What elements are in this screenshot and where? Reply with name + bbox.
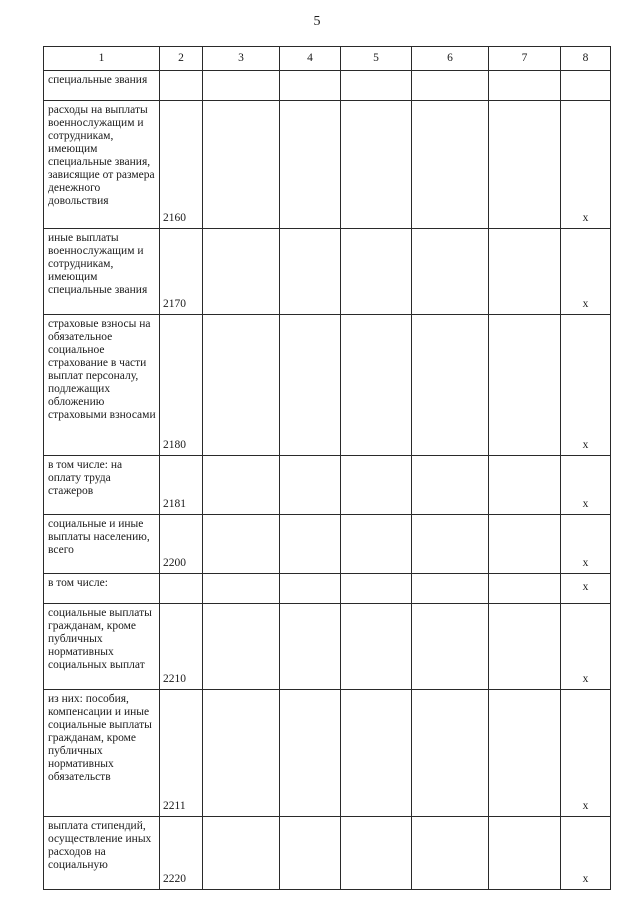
row-label: социальные и иные выплаты населению, всего	[44, 515, 160, 574]
column-number: 7	[489, 47, 561, 71]
row-mark: x	[561, 690, 611, 817]
column-number: 5	[341, 47, 412, 71]
row-label: в том числе: на оплату труда стажеров	[44, 456, 160, 515]
table-cell	[412, 456, 489, 515]
column-number: 1	[44, 47, 160, 71]
table-row	[44, 690, 611, 817]
column-number: 4	[280, 47, 341, 71]
row-mark	[561, 71, 611, 101]
table-cell	[489, 315, 561, 456]
row-label: в том числе:	[44, 574, 160, 604]
table-row	[44, 101, 611, 229]
table-cell	[341, 456, 412, 515]
table-cell	[280, 515, 341, 574]
row-code: 2210	[160, 604, 203, 690]
row-code: 2170	[160, 229, 203, 315]
table-cell	[412, 574, 489, 604]
table-cell	[412, 101, 489, 229]
table-cell	[489, 817, 561, 890]
table-cell	[280, 817, 341, 890]
table-cell	[412, 604, 489, 690]
row-mark: x	[561, 456, 611, 515]
table-cell	[341, 690, 412, 817]
table-cell	[412, 515, 489, 574]
table-cell	[341, 101, 412, 229]
table-cell	[341, 229, 412, 315]
table-row	[44, 456, 611, 515]
row-label: из них: пособия, компенсации и иные социальные выплаты гражданам, кроме публичных нормативных обязательств	[44, 690, 160, 817]
column-number: 2	[160, 47, 203, 71]
table-cell	[280, 574, 341, 604]
table-row	[44, 574, 611, 604]
table-cell	[280, 229, 341, 315]
table-cell	[203, 574, 280, 604]
column-number: 6	[412, 47, 489, 71]
table-cell	[280, 101, 341, 229]
table-row	[44, 817, 611, 890]
column-number: 8	[561, 47, 611, 71]
table-cell	[280, 71, 341, 101]
page-number: 5	[313, 14, 321, 29]
table-cell	[489, 574, 561, 604]
table-cell	[203, 71, 280, 101]
row-code	[160, 71, 203, 101]
row-mark: x	[561, 515, 611, 574]
table-cell	[412, 690, 489, 817]
row-code: 2200	[160, 515, 203, 574]
table-cell	[280, 456, 341, 515]
table-row	[44, 229, 611, 315]
table-cell	[203, 315, 280, 456]
row-code: 2181	[160, 456, 203, 515]
table-cell	[280, 690, 341, 817]
row-label: социальные выплаты гражданам, кроме публичных нормативных социальных выплат	[44, 604, 160, 690]
row-mark: x	[561, 101, 611, 229]
row-label: расходы на выплаты военнослужащим и сотрудникам, имеющим специальные звания, зависящие от размера денежного довольствия	[44, 101, 160, 229]
row-code: 2180	[160, 315, 203, 456]
table-cell	[489, 101, 561, 229]
column-number-row	[44, 47, 611, 71]
table-cell	[203, 604, 280, 690]
table-cell	[489, 71, 561, 101]
row-code: 2220	[160, 817, 203, 890]
table-cell	[203, 515, 280, 574]
table-cell	[280, 604, 341, 690]
row-code: 2160	[160, 101, 203, 229]
table-cell	[489, 456, 561, 515]
row-mark: x	[561, 817, 611, 890]
table-cell	[489, 690, 561, 817]
table-cell	[203, 229, 280, 315]
table-cell	[412, 71, 489, 101]
table-cell	[203, 101, 280, 229]
table-cell	[412, 229, 489, 315]
table-cell	[341, 71, 412, 101]
table-cell	[341, 515, 412, 574]
table-cell	[203, 817, 280, 890]
table-cell	[203, 456, 280, 515]
row-label: страховые взносы на обязательное социальное страхование в части выплат персоналу, подлежащих обложению страховыми взносами	[44, 315, 160, 456]
table-row	[44, 604, 611, 690]
table-cell	[341, 315, 412, 456]
row-mark: x	[561, 229, 611, 315]
table-cell	[280, 315, 341, 456]
row-code	[160, 574, 203, 604]
row-code: 2211	[160, 690, 203, 817]
table-cell	[412, 817, 489, 890]
table-cell	[489, 229, 561, 315]
table-cell	[341, 574, 412, 604]
column-number: 3	[203, 47, 280, 71]
table-cell	[341, 817, 412, 890]
table-cell	[203, 690, 280, 817]
row-mark: x	[561, 574, 611, 604]
row-mark: x	[561, 604, 611, 690]
table-row	[44, 515, 611, 574]
table-cell	[489, 515, 561, 574]
row-label: выплата стипендий, осуществление иных расходов на социальную	[44, 817, 160, 890]
table-row	[44, 71, 611, 101]
table-cell	[412, 315, 489, 456]
table-cell	[341, 604, 412, 690]
table-row	[44, 315, 611, 456]
row-label: специальные звания	[44, 71, 160, 101]
row-label: иные выплаты военнослужащим и сотрудникам, имеющим специальные звания	[44, 229, 160, 315]
table-cell	[489, 604, 561, 690]
report-table	[43, 46, 611, 890]
row-mark: x	[561, 315, 611, 456]
